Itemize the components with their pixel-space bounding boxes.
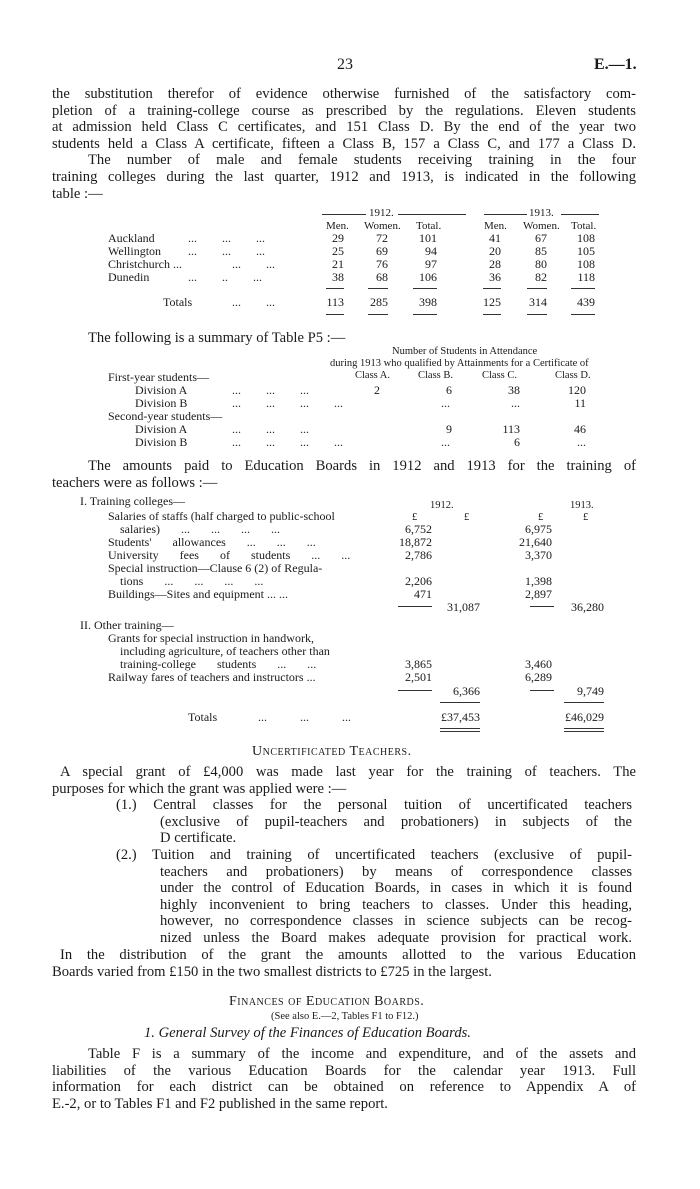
- amount-1913: 1,398: [525, 574, 552, 588]
- list-item-2: [116, 847, 632, 947]
- cell: 314: [529, 295, 547, 309]
- summary-intro: The following is a summary of Table P5 :—: [88, 330, 346, 346]
- text-line: nized unless the Board makes adequate provision for practical work.: [160, 929, 632, 946]
- cell: 106: [419, 270, 437, 284]
- row-label: including agriculture, of teachers other than: [120, 644, 330, 658]
- section-label: II. Other training—: [80, 618, 174, 632]
- cell: ...: [511, 396, 520, 410]
- leader-dots: ... ... ...: [232, 422, 309, 436]
- cell: 80: [535, 257, 547, 271]
- cell: 20: [489, 244, 501, 258]
- text-line: The amounts paid to Education Boards in 1912 and 1913 for the training of: [88, 458, 636, 474]
- row-label: Railway fares of teachers and instructors ...: [108, 670, 316, 684]
- page-number: 23: [337, 56, 353, 73]
- total-1913: £46,029: [565, 710, 604, 724]
- cell: ...: [441, 396, 450, 410]
- row-label: Division A: [135, 383, 188, 397]
- row-label: Salaries of staffs (half charged to public-school: [108, 509, 335, 523]
- subtotal-1913: 9,749: [577, 684, 604, 698]
- text-line: however, no correspondence classes in science subjects can be recog-: [160, 913, 632, 930]
- cell: 9: [446, 422, 452, 436]
- year-heading-1912: 1912.: [430, 500, 454, 511]
- cell: 29: [332, 231, 344, 245]
- column-header: Men.: [484, 220, 507, 232]
- amount-1913: 3,370: [525, 548, 552, 562]
- total-1912: £37,453: [441, 710, 480, 724]
- section-heading: Uncertificated Teachers.: [252, 744, 412, 759]
- column-header: Men.: [326, 220, 349, 232]
- text-line: teachers were as follows :—: [52, 474, 218, 491]
- cell: 2: [374, 383, 380, 397]
- text-line: The number of male and female students receiving training in the four: [88, 152, 636, 169]
- row-label: Second-year students—: [108, 409, 223, 423]
- row-label: Auckland: [108, 231, 155, 245]
- leader-dots: ... ... ...: [232, 383, 309, 397]
- cell: 97: [425, 257, 437, 271]
- row-label: Wellington: [108, 244, 162, 258]
- row-label: Special instruction—Clause 6 (2) of Regula-: [108, 561, 323, 575]
- totals-label: Totals: [188, 710, 218, 724]
- amount-1912: 6,752: [405, 522, 432, 536]
- leader-dots: ... ... ...: [258, 710, 351, 724]
- cell: 113: [502, 422, 520, 436]
- cell: 6: [514, 435, 520, 449]
- text-line: D certificate.: [160, 830, 237, 847]
- class-header: Class A.: [355, 370, 391, 381]
- pound-sign: £: [583, 512, 589, 523]
- totals-label: Totals: [163, 295, 193, 309]
- year-heading-1913: 1913.: [529, 207, 554, 219]
- text-line: (1.) Central classes for the personal tuition of uncertificated teachers: [116, 797, 632, 813]
- list-item-1: [116, 797, 632, 847]
- row-label: Students' allowances ... ... ...: [108, 535, 316, 549]
- text-line: teachers and probationers) by means of correspondence classes: [160, 863, 632, 880]
- column-header: Total.: [571, 220, 597, 232]
- row-label: Christchurch ...: [108, 257, 182, 271]
- amount-1912: 2,206: [405, 574, 432, 588]
- text-line: under the control of Education Boards, in cases in which it is found: [160, 880, 632, 897]
- cell: 69: [376, 244, 388, 258]
- row-label: training-college students ... ...: [120, 657, 317, 671]
- leader-dots: ... ... ... ...: [232, 396, 343, 410]
- subtotal-1913: 36,280: [571, 600, 604, 614]
- cell: 41: [489, 231, 501, 245]
- text-line: at admission held Class C certificates, and 151 Class D. By the end of the year two: [52, 119, 636, 136]
- text-line: liabilities of the various Education Boards for the calendar year 1913. Full: [52, 1062, 636, 1079]
- text-line: pletion of a training-college course as prescribed by the regulations. Eleven students: [52, 102, 636, 119]
- cell: 82: [535, 270, 547, 284]
- row-label: Dunedin: [108, 270, 150, 284]
- paragraph-table-f: [52, 1046, 636, 1112]
- amount-1913: 21,640: [519, 535, 552, 549]
- amount-1913: 6,289: [525, 670, 552, 684]
- cell: 125: [483, 295, 501, 309]
- text-line: E.-2, or to Tables F1 and F2 published in the same report.: [52, 1095, 388, 1112]
- amount-1913: 2,897: [525, 587, 552, 601]
- text-line: table :—: [52, 185, 103, 202]
- amount-1912: 2,501: [405, 670, 432, 684]
- cell: 113: [326, 295, 344, 309]
- pound-sign: £: [464, 512, 470, 523]
- row-label: University fees of students ... ...: [108, 548, 351, 562]
- section-label: I. Training colleges—: [80, 494, 185, 508]
- cell: 46: [574, 422, 586, 436]
- year-heading-1912: 1912.: [369, 207, 394, 219]
- text-line: (2.) Tuition and training of uncertificated teachers (exclusive of pupil-: [116, 847, 632, 863]
- cell: 118: [577, 270, 595, 284]
- row-label: Grants for special instruction in handwork,: [108, 631, 314, 645]
- pound-sign: £: [538, 512, 544, 523]
- leader-dots: ... ...: [232, 295, 275, 309]
- leader-dots: ... ... ...: [188, 231, 265, 245]
- amount-1912: 2,786: [405, 548, 432, 562]
- row-label: Buildings—Sites and equipment ... ...: [108, 587, 288, 601]
- cell: 285: [370, 295, 388, 309]
- cell: ...: [577, 435, 586, 449]
- row-label: Division B: [135, 396, 188, 410]
- amount-1912: 471: [414, 587, 432, 601]
- text-line: the substitution therefor of evidence otherwise furnished of the satisfactory com-: [52, 86, 636, 102]
- cell: 28: [489, 257, 501, 271]
- text-line: Table F is a summary of the income and expenditure, and of the assets and: [88, 1046, 636, 1062]
- text-line: highly inconvenient to bring teachers to classes. Under this heading,: [160, 896, 632, 913]
- column-header: Women.: [364, 220, 401, 232]
- class-header: Class D.: [555, 370, 591, 381]
- subtotal-1912: 31,087: [447, 600, 480, 614]
- cell: 21: [332, 257, 344, 271]
- amount-1913: 6,975: [525, 522, 552, 536]
- section-subheading: (See also E.—2, Tables F1 to F12.): [271, 1011, 419, 1022]
- row-label: salaries) ... ... ... ...: [120, 522, 280, 536]
- paragraph-training-intro: [52, 86, 636, 202]
- cell: 108: [577, 257, 595, 271]
- paragraph-amounts-intro: [52, 458, 636, 491]
- cell: 67: [535, 231, 547, 245]
- leader-dots: ... ...: [232, 257, 275, 271]
- text-line: purposes for which the grant was applied were :—: [52, 780, 347, 797]
- cell: 105: [577, 244, 595, 258]
- row-label: tions ... ... ... ...: [120, 574, 264, 588]
- text-line: (exclusive of pupil-teachers and probationers) in subjects of the: [160, 813, 632, 830]
- subtotal-1912: 6,366: [453, 684, 480, 698]
- cell: 6: [446, 383, 452, 397]
- row-label: First-year students—: [108, 370, 209, 384]
- cell: 101: [419, 231, 437, 245]
- text-line: Boards varied from £150 in the two smallest districts to £725 in the largest.: [52, 963, 492, 980]
- cell: 68: [376, 270, 388, 284]
- summary-heading: during 1913 who qualified by Attainments for a Certificate of: [330, 358, 589, 369]
- section-heading: Finances of Education Boards.: [229, 994, 425, 1009]
- document-reference: E.—1.: [594, 56, 637, 73]
- text-line: information for each district can be obtained on reference to Appendix A of: [52, 1079, 636, 1096]
- cell: 36: [489, 270, 501, 284]
- cell: 439: [577, 295, 595, 309]
- paragraph-distribution: [52, 947, 636, 980]
- text-line: A special grant of £4,000 was made last year for the training of teachers. The: [60, 764, 636, 780]
- text-line: students held a Class A certificate, fifteen a Class B, 157 a Class C, and 177 a Class D.: [52, 135, 636, 152]
- cell: 108: [577, 231, 595, 245]
- cell: 25: [332, 244, 344, 258]
- text-line: training colleges during the last quarter, 1912 and 1913, is indicated in the following: [52, 168, 636, 185]
- cell: 76: [376, 257, 388, 271]
- subsection-heading: 1. General Survey of the Finances of Education Boards.: [144, 1025, 471, 1041]
- paragraph-special-grant: [52, 764, 636, 797]
- row-label: Division A: [135, 422, 188, 436]
- summary-heading: Number of Students in Attendance: [392, 346, 538, 357]
- cell: 38: [332, 270, 344, 284]
- cell: 72: [376, 231, 388, 245]
- class-header: Class C.: [482, 370, 518, 381]
- cell: 85: [535, 244, 547, 258]
- row-label: Division B: [135, 435, 188, 449]
- cell: 398: [419, 295, 437, 309]
- text-line: In the distribution of the grant the amounts allotted to the various Education: [60, 947, 636, 963]
- cell: ...: [441, 435, 450, 449]
- year-heading-1913: 1913.: [570, 500, 594, 511]
- leader-dots: ... .. ...: [188, 270, 262, 284]
- amount-1913: 3,460: [525, 657, 552, 671]
- cell: 94: [425, 244, 437, 258]
- class-header: Class B.: [418, 370, 454, 381]
- cell: 38: [508, 383, 520, 397]
- pound-sign: £: [412, 512, 418, 523]
- column-header: Women.: [523, 220, 560, 232]
- column-header: Total.: [416, 220, 442, 232]
- amount-1912: 18,872: [399, 535, 432, 549]
- cell: 11: [574, 396, 586, 410]
- leader-dots: ... ... ... ...: [232, 435, 343, 449]
- leader-dots: ... ... ...: [188, 244, 265, 258]
- amount-1912: 3,865: [405, 657, 432, 671]
- cell: 120: [568, 383, 586, 397]
